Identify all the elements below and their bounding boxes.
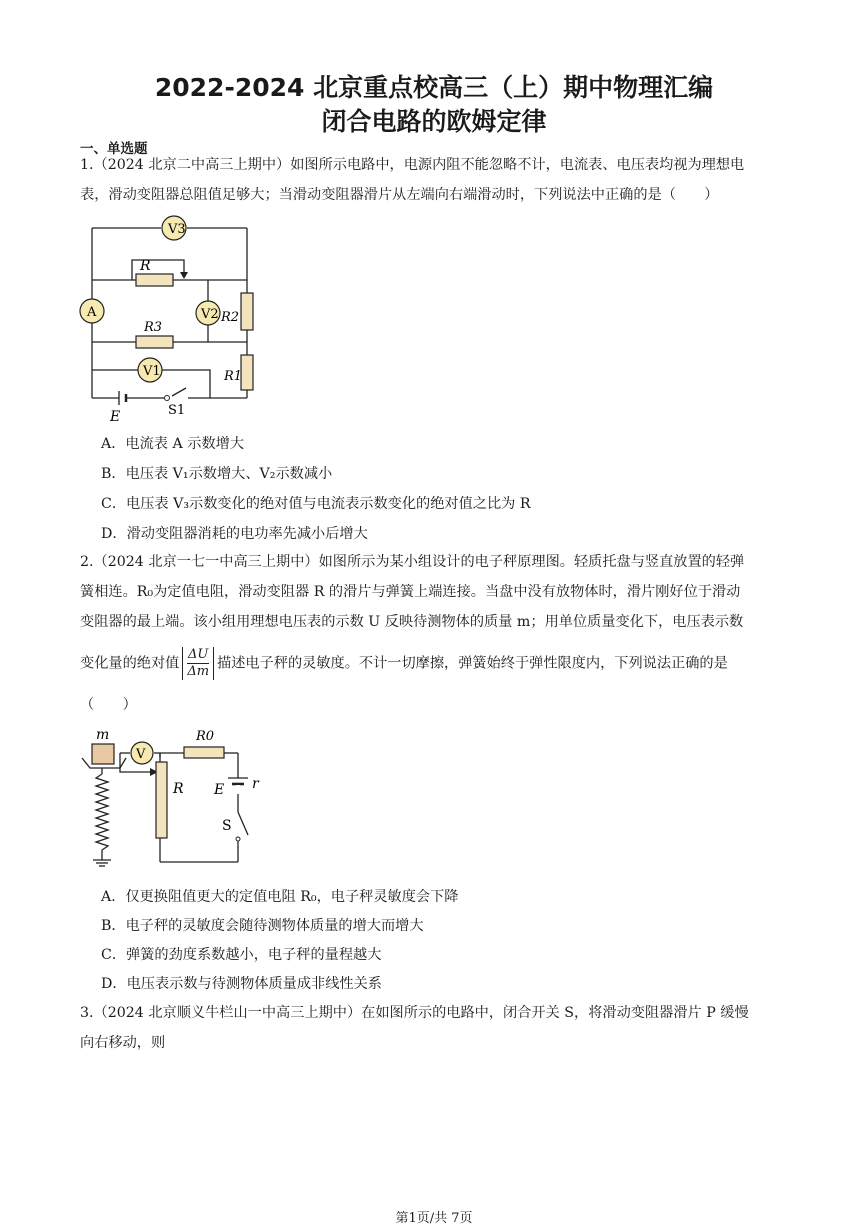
label-r2: R2 xyxy=(221,310,240,325)
q2-option-d[interactable]: D．电压表示数与待测物体质量成非线性关系 xyxy=(101,976,382,992)
label-r1: R1 xyxy=(224,369,243,384)
label-v: V xyxy=(136,747,146,762)
q1-option-a[interactable]: A．电流表 A 示数增大 xyxy=(101,436,245,452)
question-2-line: （ ） xyxy=(80,697,137,713)
question-1-line: 表，滑动变阻器总阻值足够大；当滑动变阻器滑片从左端向右端滑动时，下列说法中正确的是（ ） xyxy=(80,187,719,203)
fraction-numerator: ΔU xyxy=(188,647,209,662)
label-e: E xyxy=(110,409,121,425)
q1-option-d[interactable]: D．滑动变阻器消耗的电功率先减小后增大 xyxy=(101,526,368,542)
question-2-text-post: 描述电子秤的灵敏度。不计一切摩擦，弹簧始终于弹性限度内，下列说法正确的是 xyxy=(217,655,728,672)
section-heading: 一、单选题 xyxy=(80,141,148,157)
question-3-line: 3.（2024 北京顺义牛栏山一中高三上期中）在如图所示的电路中，闭合开关 S，将滑动变阻器滑片 P 缓慢 xyxy=(80,1005,749,1021)
question-3-text xyxy=(80,998,788,1058)
label-r: R xyxy=(140,258,151,274)
label-s1: S1 xyxy=(168,403,186,418)
label-s: S xyxy=(222,818,232,834)
label-r0: R0 xyxy=(196,729,215,744)
label-internal-r: r xyxy=(252,776,259,792)
label-a: A xyxy=(87,305,97,320)
page-footer: 第1页/共 7页 xyxy=(395,1211,473,1226)
fraction-denominator: Δm xyxy=(187,664,210,679)
label-e: E xyxy=(214,782,225,798)
q2-circuit-diagram xyxy=(76,722,276,882)
question-2-line: 簧相连。R₀为定值电阻，滑动变阻器 R 的滑片与弹簧上端连接。当盘中没有放物体时，滑片刚好位于滑动 xyxy=(80,584,741,600)
label-r3: R3 xyxy=(144,320,163,335)
q1-circuit-diagram xyxy=(76,210,276,425)
question-2-text xyxy=(80,547,788,720)
label-v2: V2 xyxy=(201,307,219,322)
page-subtitle: 闭合电路的欧姆定律 xyxy=(321,107,547,136)
question-2-text-pre: 变化量的绝对值 xyxy=(80,655,180,672)
page-title: 2022-2024 北京重点校高三（上）期中物理汇编 xyxy=(154,73,714,102)
question-2-line xyxy=(80,647,788,680)
label-v1: V1 xyxy=(143,364,161,379)
q1-option-b[interactable]: B．电压表 V₁示数增大、V₂示数减小 xyxy=(101,466,333,482)
label-m: m xyxy=(96,727,110,743)
q1-option-c[interactable]: C．电压表 V₃示数变化的绝对值与电流表示数变化的绝对值之比为 R xyxy=(101,496,531,512)
question-1-line: 1.（2024 北京二中高三上期中）如图所示电路中，电源内阻不能忽略不计，电流表、电压表均视为理想电 xyxy=(80,157,745,173)
sensitivity-fraction xyxy=(182,647,214,680)
q2-option-a[interactable]: A．仅更换阻值更大的定值电阻 R₀，电子秤灵敏度会下降 xyxy=(101,889,459,905)
question-1-text xyxy=(80,150,788,210)
question-3-line: 向右移动，则 xyxy=(80,1035,166,1051)
q2-option-b[interactable]: B．电子秤的灵敏度会随待测物体质量的增大而增大 xyxy=(101,918,424,934)
q2-option-c[interactable]: C．弹簧的劲度系数越小，电子秤的量程越大 xyxy=(101,947,382,963)
question-2-line: 2.（2024 北京一七一中高三上期中）如图所示为某小组设计的电子秤原理图。轻质托盘与竖直放置的轻弹 xyxy=(80,554,745,570)
question-2-line: 变阻器的最上端。该小组用理想电压表的示数 U 反映待测物体的质量 m；用单位质量变化下，电压表示数 xyxy=(80,614,744,630)
label-r: R xyxy=(173,781,184,797)
label-v3: V3 xyxy=(168,222,186,237)
